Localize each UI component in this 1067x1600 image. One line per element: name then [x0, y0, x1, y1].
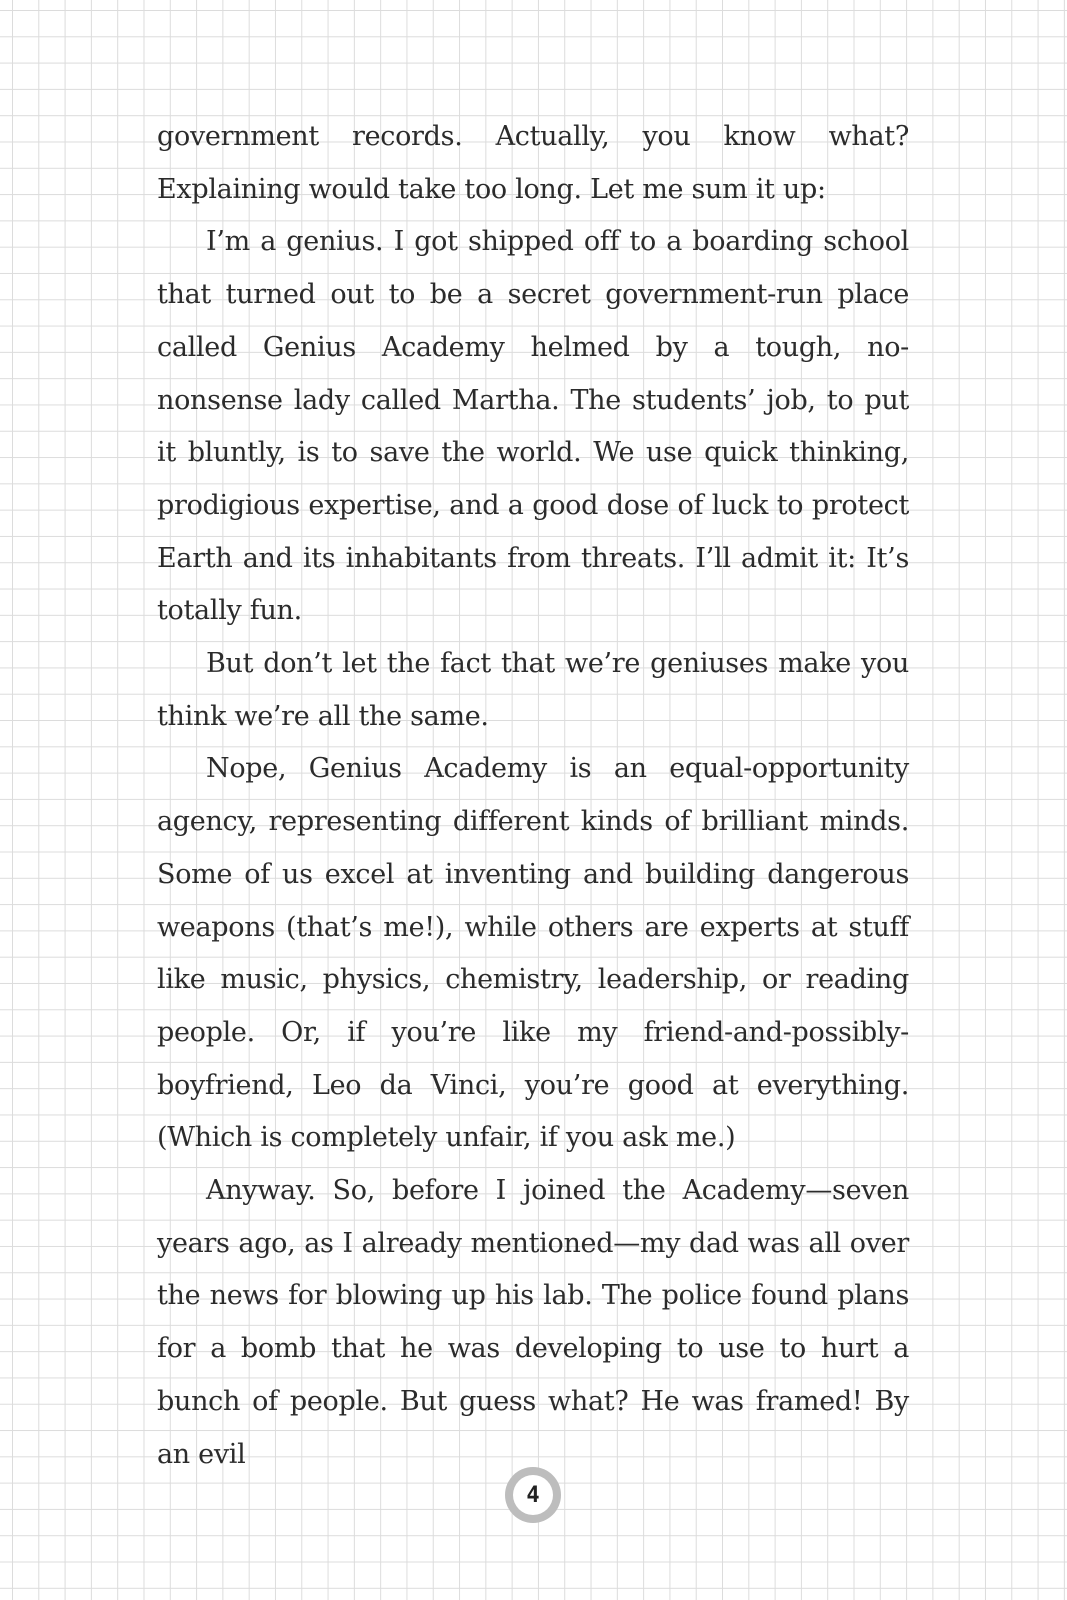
paragraph: Anyway. So, before I joined the Academy—seven years ago, as I already mentioned—my dad was all over the news for blowing up his lab. The police found plans for a bomb that he was developing to use to hurt a bunch of people. But guess what? He was framed! By an evil	[157, 1175, 909, 1470]
paragraph: Nope, Genius Academy is an equal-opportunity agency, representing different kinds of brilliant minds. Some of us excel at inventing and building dangerous weapons (that’s me!), while others are experts at stuff like music, physics, chemistry, leadership, or reading people. Or, if you’re like my friend-and-possibly-boyfriend, Leo da Vinci, you’re good at everything. (Which is completely unfair, if you ask me.)	[157, 753, 909, 1154]
paragraph: government records. Actually, you know what? Explaining would take too long. Let me sum it up:	[157, 121, 909, 205]
page-number-badge	[505, 1467, 561, 1523]
page-number: 4	[513, 1475, 553, 1515]
paragraph: But don’t let the fact that we’re geniuses make you think we’re all the same.	[157, 648, 909, 732]
body-text	[157, 111, 909, 1481]
paragraph: I’m a genius. I got shipped off to a boarding school that turned out to be a secret government-run place called Genius Academy helmed by a tough, no-nonsense lady called Martha. The students’ job, to put it bluntly, is to save the world. We use quick thinking, prodigious expertise, and a good dose of luck to protect Earth and its inhabitants from threats. I’ll admit it: It’s totally fun.	[157, 226, 909, 627]
